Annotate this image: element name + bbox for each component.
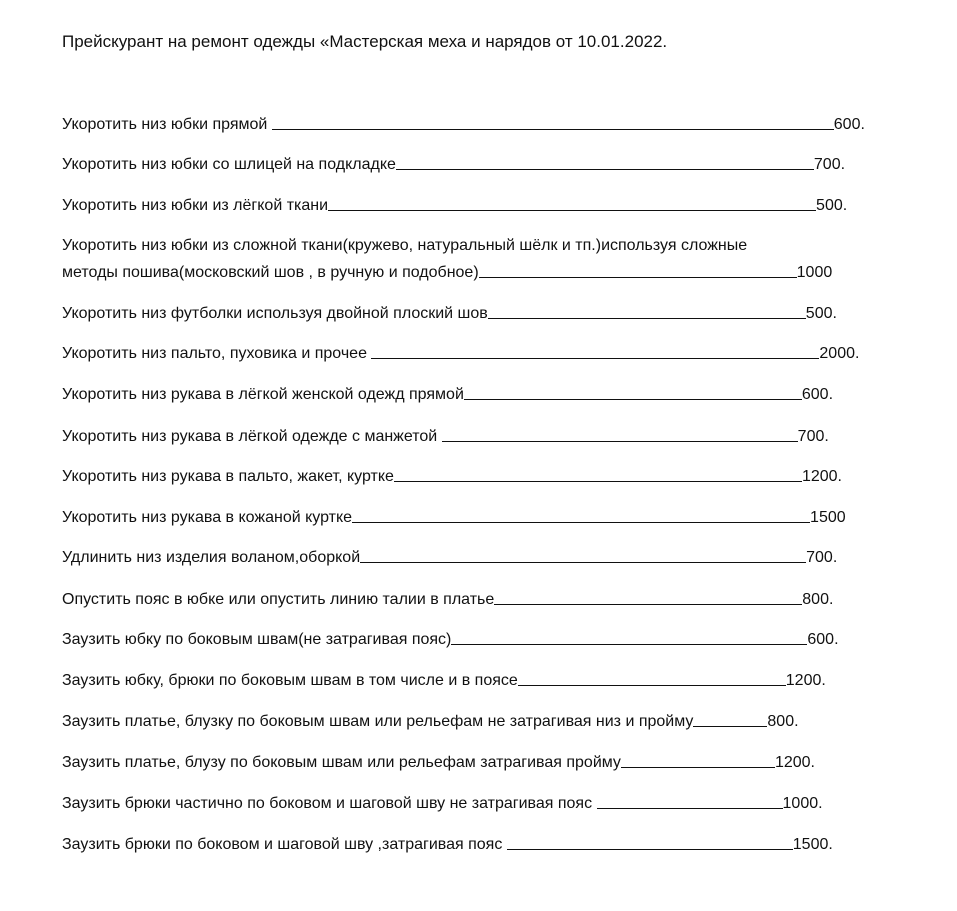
leader-line: [479, 276, 797, 278]
item-name: Укоротить низ рукава в лёгкой женской одежд прямой: [62, 386, 464, 403]
price-item: [62, 115, 865, 135]
document-title: Прейскурант на ремонт одежды «Мастерская меха и нарядов от 10.01.2022.: [62, 32, 668, 51]
item-name: Удлинить низ изделия воланом,оборкой: [62, 549, 361, 566]
price-item: [62, 753, 815, 773]
item-name: Укоротить низ пальто, пуховика и прочее: [62, 345, 372, 362]
leader-line: [621, 766, 775, 768]
leader-line: [693, 725, 767, 727]
price-item: [62, 385, 833, 405]
leader-line: [394, 480, 802, 482]
item-price: 1200.: [801, 468, 842, 485]
leader-line: [396, 168, 814, 170]
leader-line: [360, 561, 806, 563]
item-name: Укоротить низ рукава в лёгкой одежде с манжетой: [62, 428, 442, 445]
item-name: Заузить брюки по боковом и шаговой шву ,затрагивая пояс: [62, 836, 507, 853]
price-item: [62, 794, 823, 814]
leader-line: [488, 317, 806, 319]
item-name: Укоротить низ рукава в пальто, жакет, куртке: [62, 468, 394, 485]
price-item-continuation: [62, 263, 832, 283]
item-name-line2: методы пошива(московский шов , в ручную и подобное): [62, 264, 479, 281]
price-item: [62, 427, 829, 447]
price-item: [62, 236, 747, 256]
price-item: [62, 548, 837, 568]
leader-line: [352, 521, 810, 523]
price-item: [62, 671, 826, 691]
leader-line: [442, 440, 798, 442]
item-price: 600.: [801, 386, 834, 403]
item-name: Укоротить низ юбки из лёгкой ткани: [62, 197, 329, 214]
leader-line: [464, 398, 802, 400]
item-price: 700.: [806, 549, 838, 566]
item-name: Заузить платье, блузу по боковым швам или рельефам затрагивая пройму: [62, 754, 621, 771]
price-item: [62, 155, 845, 175]
price-item: [62, 344, 859, 364]
item-name: Укоротить низ юбки из сложной ткани(кружево, натуральный шёлк и тп.)используя сложные: [62, 237, 748, 254]
item-price: 1500: [810, 509, 846, 526]
price-item: [62, 508, 846, 528]
item-price: 500.: [805, 305, 837, 322]
item-name: Опустить пояс в юбке или опустить линию талии в платье: [62, 591, 495, 608]
item-price: 700.: [813, 156, 846, 173]
leader-line: [451, 643, 807, 645]
item-price: 1500.: [792, 836, 833, 853]
item-price: 1200.: [774, 754, 815, 771]
price-item: [62, 712, 799, 732]
leader-line: [494, 603, 802, 605]
item-name: Укоротить низ рукава в кожаной куртке: [62, 509, 353, 526]
leader-line: [597, 807, 783, 809]
item-price: 800.: [802, 591, 834, 608]
leader-line: [507, 848, 793, 850]
price-item: [62, 467, 842, 487]
item-price: 800.: [767, 713, 799, 730]
item-price: 1200.: [785, 672, 826, 689]
price-item: [62, 196, 847, 216]
leader-line: [518, 684, 786, 686]
item-name: Заузить брюки частично по боковом и шаговой шву не затрагивая пояс: [62, 795, 597, 812]
price-item: [62, 304, 837, 324]
item-price: 1000: [796, 264, 833, 281]
item-price: 600.: [833, 116, 865, 133]
item-price: 700.: [797, 428, 829, 445]
item-name: Укоротить низ футболки используя двойной плоский шов: [62, 305, 488, 322]
leader-line: [371, 357, 819, 359]
leader-line: [272, 128, 834, 130]
price-item: [62, 590, 833, 610]
item-name: Заузить платье, блузку по боковым швам или рельефам не затрагивая низ и пройму: [62, 713, 694, 730]
item-name: Заузить юбку, брюки по боковым швам в том числе и в поясе: [62, 672, 518, 689]
item-price: 500.: [816, 197, 848, 214]
item-name: Укоротить низ юбки со шлицей на подкладке: [62, 156, 396, 173]
leader-line: [328, 209, 816, 211]
item-price: 1000.: [782, 795, 823, 812]
item-name: Укоротить низ юбки прямой: [62, 116, 272, 133]
item-price: 2000.: [819, 345, 860, 362]
item-name: Заузить юбку по боковым швам(не затрагивая пояс): [62, 631, 452, 648]
price-item: [62, 835, 833, 855]
price-item: [62, 630, 839, 650]
item-price: 600.: [807, 631, 839, 648]
